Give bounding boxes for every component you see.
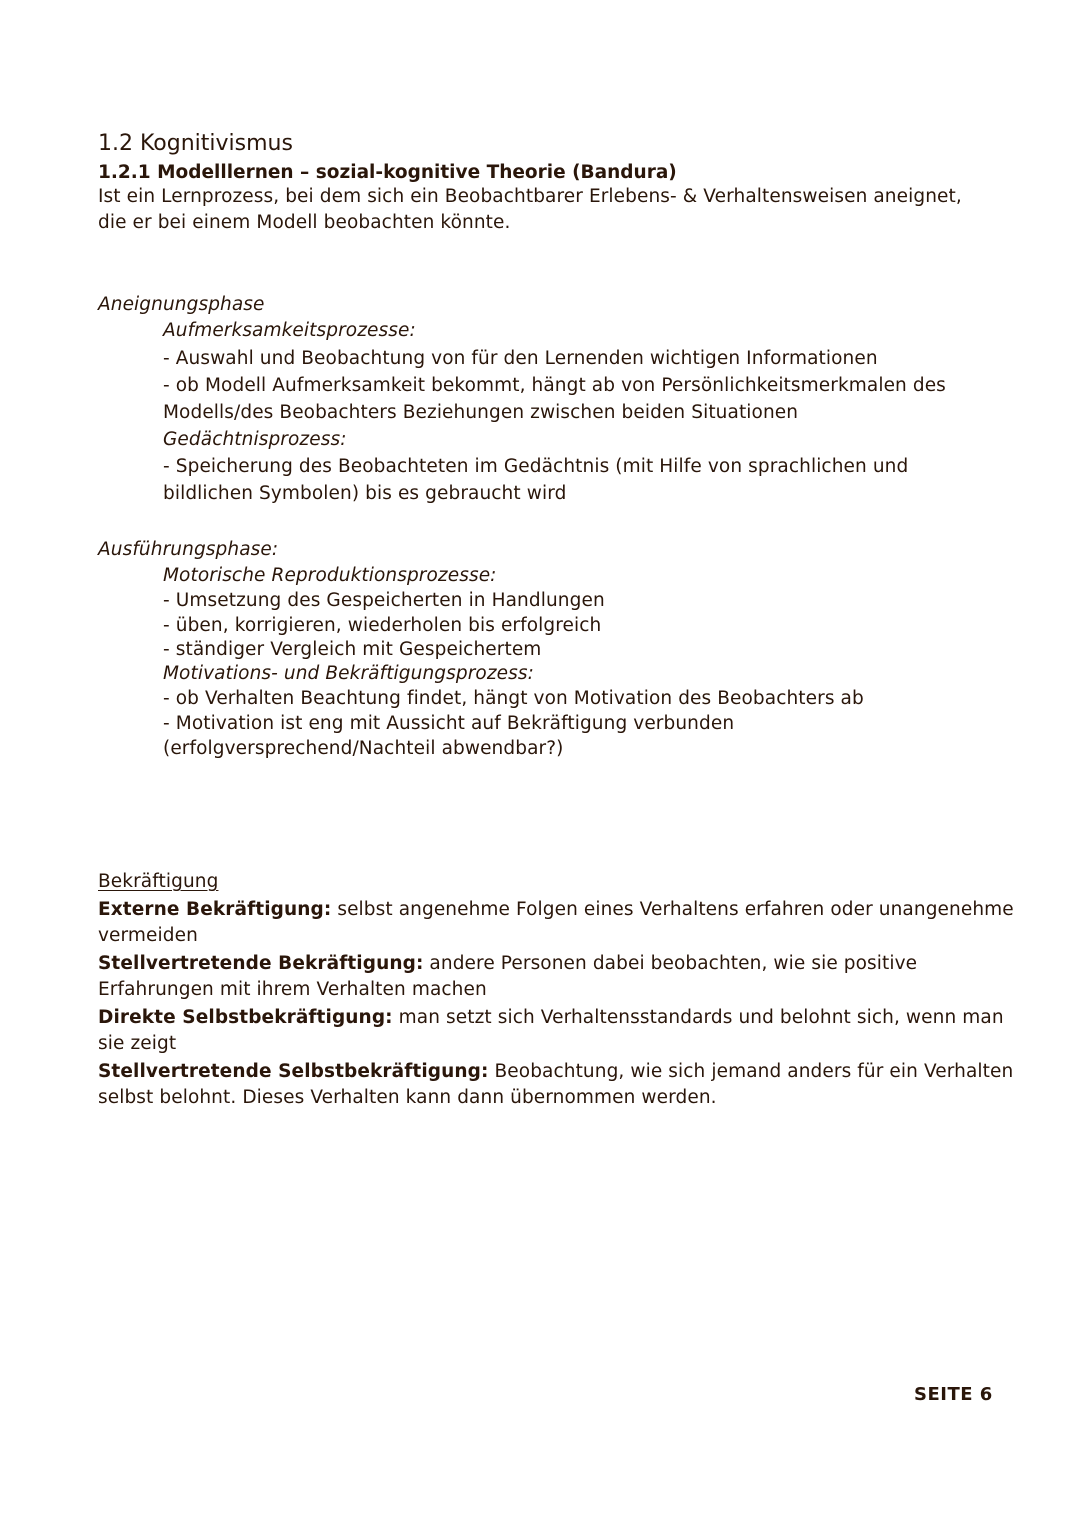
definition-vicarious-self xyxy=(98,1059,1013,1085)
attention-line-2: - ob Modell Aufmerksamkeit bekommt, hängt ab von Persönlichkeitsmerkmalen des xyxy=(163,375,946,396)
section-heading: 1.2 Kognitivismus xyxy=(98,131,293,156)
ausfuehrung-title: Ausführungsphase: xyxy=(98,539,279,560)
definition-term: Stellvertretende Bekräftigung: xyxy=(98,953,424,974)
motor-line-3: - ständiger Vergleich mit Gespeichertem xyxy=(163,639,542,660)
definition-text: andere Personen dabei beobachten, wie sie positive xyxy=(423,953,918,974)
definition-external-cont: vermeiden xyxy=(98,925,198,946)
intro-line-2: die er bei einem Modell beobachten könnte. xyxy=(98,212,511,233)
definition-term: Externe Bekräftigung: xyxy=(98,899,332,920)
definition-term: Stellvertretende Selbstbekräftigung: xyxy=(98,1061,489,1082)
motor-line-2: - üben, korrigieren, wiederholen bis erfolgreich xyxy=(163,615,602,636)
memory-line-2: bildlichen Symbolen) bis es gebraucht wird xyxy=(163,483,567,504)
definition-term: Direkte Selbstbekräftigung: xyxy=(98,1007,393,1028)
intro-line-1: Ist ein Lernprozess, bei dem sich ein Beobachtbarer Erlebens- & Verhaltensweisen aneignet, xyxy=(98,186,962,207)
motor-line-1: - Umsetzung des Gespeicherten in Handlungen xyxy=(163,590,605,611)
motivation-line-3: (erfolgversprechend/Nachteil abwendbar?) xyxy=(163,738,564,759)
subsection-heading: 1.2.1 Modelllernen – sozial-kognitive Theorie (Bandura) xyxy=(98,162,677,183)
motivation-title: Motivations- und Bekräftigungsprozess: xyxy=(163,663,534,684)
definition-text: man setzt sich Verhaltensstandards und belohnt sich, wenn man xyxy=(392,1007,1004,1028)
attention-title: Aufmerksamkeitsprozesse: xyxy=(163,320,416,341)
definition-vicarious-self-cont: selbst belohnt. Dieses Verhalten kann dann übernommen werden. xyxy=(98,1087,717,1108)
definition-direct-self xyxy=(98,1005,1004,1031)
definition-vicarious-cont: Erfahrungen mit ihrem Verhalten machen xyxy=(98,979,487,1000)
definition-text: Beobachtung, wie sich jemand anders für ein Verhalten xyxy=(488,1061,1014,1082)
definition-vicarious xyxy=(98,951,917,977)
memory-line-1: - Speicherung des Beobachteten im Gedächtnis (mit Hilfe von sprachlichen und xyxy=(163,456,909,477)
attention-line-1: - Auswahl und Beobachtung von für den Lernenden wichtigen Informationen xyxy=(163,348,878,369)
bekraeftigung-title: Bekräftigung xyxy=(98,871,219,892)
motivation-line-1: - ob Verhalten Beachtung findet, hängt von Motivation des Beobachters ab xyxy=(163,688,864,709)
attention-line-3: Modells/des Beobachters Beziehungen zwischen beiden Situationen xyxy=(163,402,799,423)
motor-title: Motorische Reproduktionsprozesse: xyxy=(163,565,497,586)
definition-external xyxy=(98,897,1014,923)
aneignung-title: Aneignungsphase xyxy=(98,294,265,315)
page-number: SEITE 6 xyxy=(914,1384,993,1405)
definition-text: selbst angenehme Folgen eines Verhaltens erfahren oder unangenehme xyxy=(331,899,1014,920)
motivation-line-2: - Motivation ist eng mit Aussicht auf Bekräftigung verbunden xyxy=(163,713,735,734)
definition-direct-self-cont: sie zeigt xyxy=(98,1033,177,1054)
memory-title: Gedächtnisprozess: xyxy=(163,429,347,450)
